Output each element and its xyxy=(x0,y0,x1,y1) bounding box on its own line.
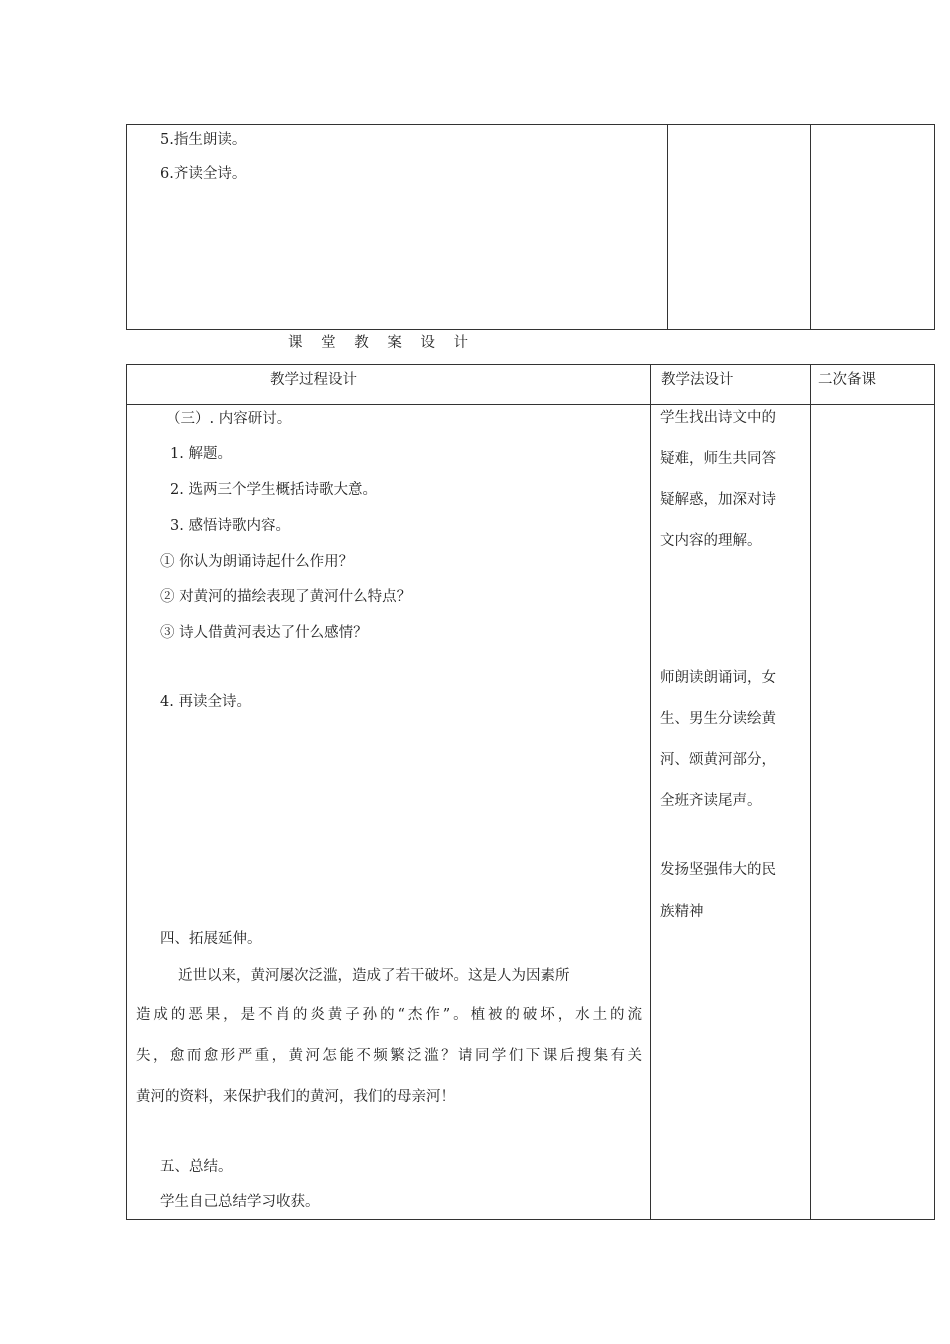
main-table-divider-1 xyxy=(650,364,651,1220)
method-2-line-3: 河、颂黄河部分， xyxy=(660,752,776,768)
method-3-line-2: 族精神 xyxy=(660,904,704,920)
method-1-line-4: 文内容的理解。 xyxy=(660,533,762,549)
para-line-4: 黄河的资料，来保护我们的黄河，我们的母亲河！ xyxy=(136,1089,455,1105)
page-title: 课 堂 教 案 设 计 xyxy=(288,335,476,351)
method-3-line-1: 发扬坚强伟大的民 xyxy=(660,862,776,878)
method-2-line-2: 生、男生分读绘黄 xyxy=(660,711,776,727)
top-table-divider-2 xyxy=(810,124,811,330)
method-2-line-4: 全班齐读尾声。 xyxy=(660,793,762,809)
section-4-heading: 四、拓展延伸。 xyxy=(160,931,262,947)
method-1-line-3: 疑解惑，加深对诗 xyxy=(660,492,776,508)
header-method: 教学法设计 xyxy=(661,372,734,388)
item-2: 2. 选两三个学生概括诗歌大意。 xyxy=(170,482,377,498)
method-1-line-1: 学生找出诗文中的 xyxy=(660,410,776,426)
section-5-heading: 五、总结。 xyxy=(160,1159,233,1175)
section-3-heading: （三）. 内容研讨。 xyxy=(166,411,292,427)
top-table-divider-1 xyxy=(667,124,668,330)
para-line-3: 失，愈而愈形严重，黄河怎能不频繁泛滥？请同学们下课后搜集有关 xyxy=(136,1048,642,1064)
header-second-prep: 二次备课 xyxy=(818,372,876,388)
item-4: 4. 再读全诗。 xyxy=(160,694,251,710)
top-table xyxy=(126,124,935,330)
header-process: 教学过程设计 xyxy=(270,372,357,388)
question-3: ③ 诗人借黄河表达了什么感情？ xyxy=(160,625,368,641)
para-line-2: 造成的恶果，是不肖的炎黄子孙的“杰作”。植被的破坏，水土的流 xyxy=(136,1007,642,1023)
summary-line: 学生自己总结学习收获。 xyxy=(160,1194,320,1210)
question-2: ② 对黄河的描绘表现了黄河什么特点？ xyxy=(160,589,412,605)
item-3: 3. 感悟诗歌内容。 xyxy=(170,518,290,534)
main-table-divider-2 xyxy=(810,364,811,1220)
question-1: ① 你认为朗诵诗起什么作用？ xyxy=(160,554,354,570)
top-line-2: 6.齐读全诗。 xyxy=(160,166,247,182)
method-2-line-1: 师朗读朗诵词，女 xyxy=(660,670,776,686)
top-line-1: 5.指生朗读。 xyxy=(160,132,247,148)
item-1: 1. 解题。 xyxy=(170,446,232,462)
main-table-header-line xyxy=(126,404,935,405)
para-line-1: 近世以来，黄河屡次泛滥，造成了若干破坏。这是人为因素所 xyxy=(178,968,570,984)
method-1-line-2: 疑难，师生共同答 xyxy=(660,451,776,467)
